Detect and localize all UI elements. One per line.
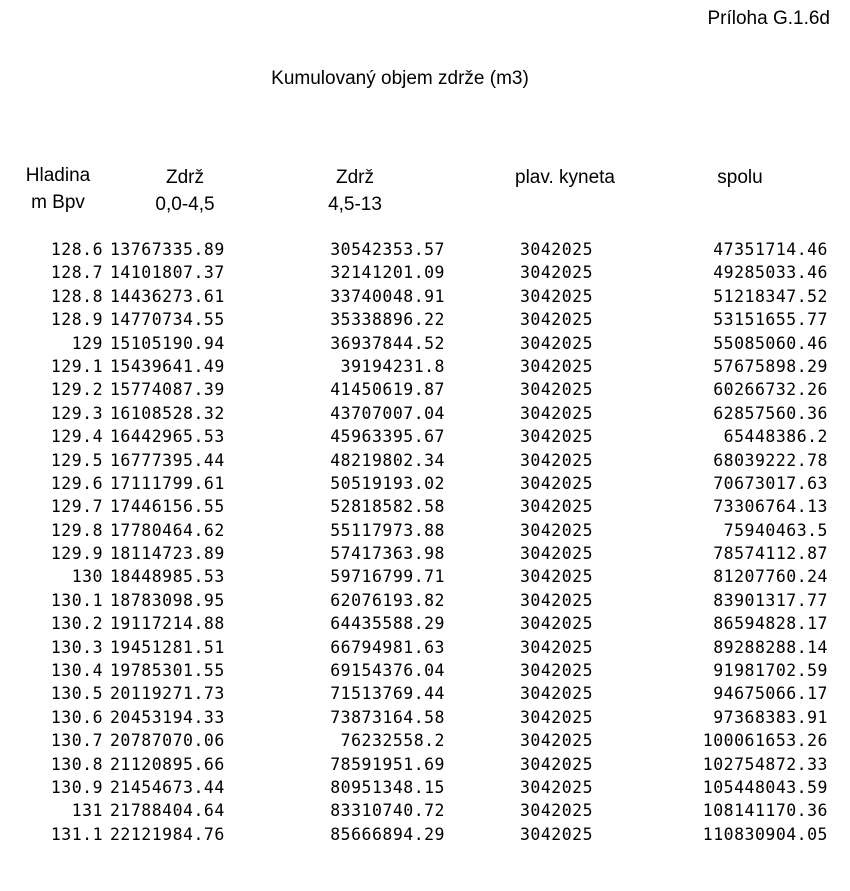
cell-navigation-channel: 3042025 bbox=[520, 754, 594, 774]
header-reservoir-lower-line1: Zdrž bbox=[166, 167, 204, 188]
cell-level: 129.1 bbox=[50, 356, 103, 376]
cell-level: 130.7 bbox=[50, 731, 103, 751]
header-reservoir-upper-line2: 4,5-13 bbox=[328, 194, 382, 215]
header-total: spolu bbox=[717, 167, 763, 188]
cell-level: 129.5 bbox=[50, 450, 103, 470]
cell-level: 129.8 bbox=[50, 520, 103, 540]
cell-reservoir-upper: 85666894.29 bbox=[330, 824, 445, 844]
cell-reservoir-upper: 57417363.98 bbox=[330, 544, 445, 564]
cell-total: 60266732.26 bbox=[713, 380, 828, 400]
cell-reservoir-upper: 69154376.04 bbox=[330, 661, 445, 681]
table-title: Kumulovaný objem zdrže (m3) bbox=[271, 68, 529, 89]
cell-reservoir-lower: 20119271.73 bbox=[110, 684, 225, 704]
cell-reservoir-lower: 15105190.94 bbox=[110, 333, 225, 353]
cell-reservoir-upper: 43707007.04 bbox=[330, 403, 445, 423]
cell-navigation-channel: 3042025 bbox=[520, 427, 594, 447]
cell-reservoir-lower: 15774087.39 bbox=[110, 380, 225, 400]
cell-level: 130.6 bbox=[50, 707, 103, 727]
cell-total: 65448386.2 bbox=[723, 427, 828, 447]
cell-navigation-channel: 3042025 bbox=[520, 310, 594, 330]
cell-reservoir-upper: 33740048.91 bbox=[330, 286, 445, 306]
cell-reservoir-lower: 14436273.61 bbox=[110, 286, 225, 306]
cell-navigation-channel: 3042025 bbox=[520, 544, 594, 564]
cell-navigation-channel: 3042025 bbox=[520, 801, 594, 821]
cell-total: 62857560.36 bbox=[713, 403, 828, 423]
table-row bbox=[0, 402, 850, 425]
cell-total: 89288288.14 bbox=[713, 637, 828, 657]
cell-level: 128.6 bbox=[50, 240, 103, 259]
table-row bbox=[0, 308, 850, 331]
cell-level: 129.9 bbox=[50, 544, 103, 564]
cell-navigation-channel: 3042025 bbox=[520, 333, 594, 353]
cell-reservoir-lower: 21120895.66 bbox=[110, 754, 225, 774]
cell-level: 130.8 bbox=[50, 754, 103, 774]
header-reservoir-lower bbox=[120, 164, 250, 218]
cell-reservoir-lower: 21788404.64 bbox=[110, 801, 225, 821]
cell-reservoir-upper: 50519193.02 bbox=[330, 473, 445, 493]
cell-reservoir-upper: 71513769.44 bbox=[330, 684, 445, 704]
cell-reservoir-upper: 36937844.52 bbox=[330, 333, 445, 353]
table-row bbox=[0, 449, 850, 472]
cell-reservoir-upper: 59716799.71 bbox=[330, 567, 445, 587]
annex-label: Príloha G.1.6d bbox=[707, 8, 830, 29]
header-reservoir-lower-line2: 0,0-4,5 bbox=[155, 194, 215, 215]
table-row bbox=[0, 425, 850, 448]
cell-reservoir-upper: 83310740.72 bbox=[330, 801, 445, 821]
cell-total: 81207760.24 bbox=[713, 567, 828, 587]
data-table bbox=[0, 238, 850, 846]
table-row bbox=[0, 682, 850, 705]
cell-navigation-channel: 3042025 bbox=[520, 661, 594, 681]
cell-level: 130.2 bbox=[50, 614, 103, 634]
table-row bbox=[0, 776, 850, 799]
cell-reservoir-lower: 13767335.89 bbox=[110, 240, 225, 259]
cell-total: 53151655.77 bbox=[713, 310, 828, 330]
cell-total: 86594828.17 bbox=[713, 614, 828, 634]
header-reservoir-upper bbox=[290, 164, 420, 218]
cell-total: 94675066.17 bbox=[713, 684, 828, 704]
table-row bbox=[0, 261, 850, 284]
cell-reservoir-upper: 30542353.57 bbox=[330, 240, 445, 259]
table-row bbox=[0, 659, 850, 682]
header-level-line1: Hladina bbox=[25, 165, 91, 186]
cell-level: 130.1 bbox=[50, 590, 103, 610]
cell-total: 108141170.36 bbox=[702, 801, 828, 821]
table-row bbox=[0, 285, 850, 308]
cell-total: 73306764.13 bbox=[713, 497, 828, 517]
table-row bbox=[0, 729, 850, 752]
cell-reservoir-lower: 20453194.33 bbox=[110, 707, 225, 727]
cell-reservoir-upper: 52818582.58 bbox=[330, 497, 445, 517]
cell-total: 51218347.52 bbox=[713, 286, 828, 306]
cell-navigation-channel: 3042025 bbox=[520, 684, 594, 704]
cell-navigation-channel: 3042025 bbox=[520, 590, 594, 610]
cell-reservoir-lower: 17446156.55 bbox=[110, 497, 225, 517]
cell-navigation-channel: 3042025 bbox=[520, 637, 594, 657]
cell-reservoir-upper: 48219802.34 bbox=[330, 450, 445, 470]
cell-level: 128.8 bbox=[50, 286, 103, 306]
cell-level: 131.1 bbox=[50, 824, 103, 844]
table-row bbox=[0, 238, 850, 261]
cell-navigation-channel: 3042025 bbox=[520, 707, 594, 727]
cell-navigation-channel: 3042025 bbox=[520, 403, 594, 423]
cell-navigation-channel: 3042025 bbox=[520, 614, 594, 634]
cell-navigation-channel: 3042025 bbox=[520, 356, 594, 376]
cell-level: 130.3 bbox=[50, 637, 103, 657]
cell-total: 97368383.91 bbox=[713, 707, 828, 727]
table-row bbox=[0, 799, 850, 822]
table-row bbox=[0, 472, 850, 495]
cell-reservoir-lower: 22121984.76 bbox=[110, 824, 225, 844]
header-reservoir-upper-line1: Zdrž bbox=[336, 167, 374, 188]
cell-navigation-channel: 3042025 bbox=[520, 473, 594, 493]
cell-reservoir-lower: 16108528.32 bbox=[110, 403, 225, 423]
cell-reservoir-upper: 35338896.22 bbox=[330, 310, 445, 330]
cell-reservoir-lower: 14101807.37 bbox=[110, 263, 225, 283]
cell-navigation-channel: 3042025 bbox=[520, 286, 594, 306]
cell-total: 83901317.77 bbox=[713, 590, 828, 610]
table-row bbox=[0, 542, 850, 565]
cell-reservoir-upper: 64435588.29 bbox=[330, 614, 445, 634]
table-row bbox=[0, 612, 850, 635]
table-row bbox=[0, 706, 850, 729]
cell-reservoir-upper: 45963395.67 bbox=[330, 427, 445, 447]
cell-reservoir-upper: 55117973.88 bbox=[330, 520, 445, 540]
cell-navigation-channel: 3042025 bbox=[520, 567, 594, 587]
cell-reservoir-upper: 62076193.82 bbox=[330, 590, 445, 610]
cell-total: 57675898.29 bbox=[713, 356, 828, 376]
cell-level: 129 bbox=[71, 333, 103, 353]
table-row bbox=[0, 378, 850, 401]
cell-navigation-channel: 3042025 bbox=[520, 380, 594, 400]
cell-level: 128.7 bbox=[50, 263, 103, 283]
cell-reservoir-lower: 20787070.06 bbox=[110, 731, 225, 751]
table-row bbox=[0, 332, 850, 355]
cell-reservoir-upper: 66794981.63 bbox=[330, 637, 445, 657]
cell-level: 130 bbox=[71, 567, 103, 587]
cell-level: 130.5 bbox=[50, 684, 103, 704]
table-row bbox=[0, 823, 850, 846]
cell-reservoir-lower: 18448985.53 bbox=[110, 567, 225, 587]
cell-total: 70673017.63 bbox=[713, 473, 828, 493]
cell-reservoir-upper: 80951348.15 bbox=[330, 777, 445, 797]
cell-level: 128.9 bbox=[50, 310, 103, 330]
cell-level: 129.4 bbox=[50, 427, 103, 447]
cell-reservoir-lower: 19451281.51 bbox=[110, 637, 225, 657]
cell-navigation-channel: 3042025 bbox=[520, 450, 594, 470]
cell-reservoir-lower: 14770734.55 bbox=[110, 310, 225, 330]
cell-total: 47351714.46 bbox=[713, 240, 828, 259]
cell-total: 49285033.46 bbox=[713, 263, 828, 283]
cell-total: 68039222.78 bbox=[713, 450, 828, 470]
cell-reservoir-lower: 19785301.55 bbox=[110, 661, 225, 681]
cell-reservoir-lower: 19117214.88 bbox=[110, 614, 225, 634]
cell-reservoir-upper: 73873164.58 bbox=[330, 707, 445, 727]
cell-navigation-channel: 3042025 bbox=[520, 240, 594, 259]
cell-total: 91981702.59 bbox=[713, 661, 828, 681]
cell-level: 131 bbox=[71, 801, 103, 821]
table-row bbox=[0, 519, 850, 542]
cell-navigation-channel: 3042025 bbox=[520, 263, 594, 283]
cell-reservoir-upper: 76232558.2 bbox=[340, 731, 445, 751]
table-row bbox=[0, 495, 850, 518]
cell-reservoir-lower: 16442965.53 bbox=[110, 427, 225, 447]
cell-level: 129.3 bbox=[50, 403, 103, 423]
cell-total: 102754872.33 bbox=[702, 754, 828, 774]
cell-total: 105448043.59 bbox=[702, 777, 828, 797]
table-row bbox=[0, 753, 850, 776]
cell-reservoir-lower: 17111799.61 bbox=[110, 473, 225, 493]
cell-level: 129.6 bbox=[50, 473, 103, 493]
cell-reservoir-lower: 18114723.89 bbox=[110, 544, 225, 564]
cell-reservoir-lower: 18783098.95 bbox=[110, 590, 225, 610]
cell-navigation-channel: 3042025 bbox=[520, 520, 594, 540]
cell-level: 130.9 bbox=[50, 777, 103, 797]
cell-level: 129.2 bbox=[50, 380, 103, 400]
cell-navigation-channel: 3042025 bbox=[520, 824, 594, 844]
cell-reservoir-upper: 78591951.69 bbox=[330, 754, 445, 774]
cell-reservoir-lower: 16777395.44 bbox=[110, 450, 225, 470]
table-row bbox=[0, 636, 850, 659]
cell-total: 55085060.46 bbox=[713, 333, 828, 353]
cell-level: 130.4 bbox=[50, 661, 103, 681]
cell-total: 75940463.5 bbox=[723, 520, 828, 540]
cell-total: 110830904.05 bbox=[702, 824, 828, 844]
cell-navigation-channel: 3042025 bbox=[520, 497, 594, 517]
cell-total: 100061653.26 bbox=[702, 731, 828, 751]
cell-navigation-channel: 3042025 bbox=[520, 731, 594, 751]
table-row bbox=[0, 355, 850, 378]
table-row bbox=[0, 589, 850, 612]
cell-reservoir-upper: 39194231.8 bbox=[340, 356, 445, 376]
cell-reservoir-upper: 41450619.87 bbox=[330, 380, 445, 400]
header-level bbox=[8, 162, 108, 216]
cell-navigation-channel: 3042025 bbox=[520, 777, 594, 797]
cell-reservoir-upper: 32141201.09 bbox=[330, 263, 445, 283]
header-navigation-channel: plav. kyneta bbox=[515, 167, 615, 188]
cell-total: 78574112.87 bbox=[713, 544, 828, 564]
cell-level: 129.7 bbox=[50, 497, 103, 517]
cell-reservoir-lower: 17780464.62 bbox=[110, 520, 225, 540]
cell-reservoir-lower: 21454673.44 bbox=[110, 777, 225, 797]
cell-reservoir-lower: 15439641.49 bbox=[110, 356, 225, 376]
header-level-line2: m Bpv bbox=[31, 192, 85, 213]
table-row bbox=[0, 565, 850, 588]
